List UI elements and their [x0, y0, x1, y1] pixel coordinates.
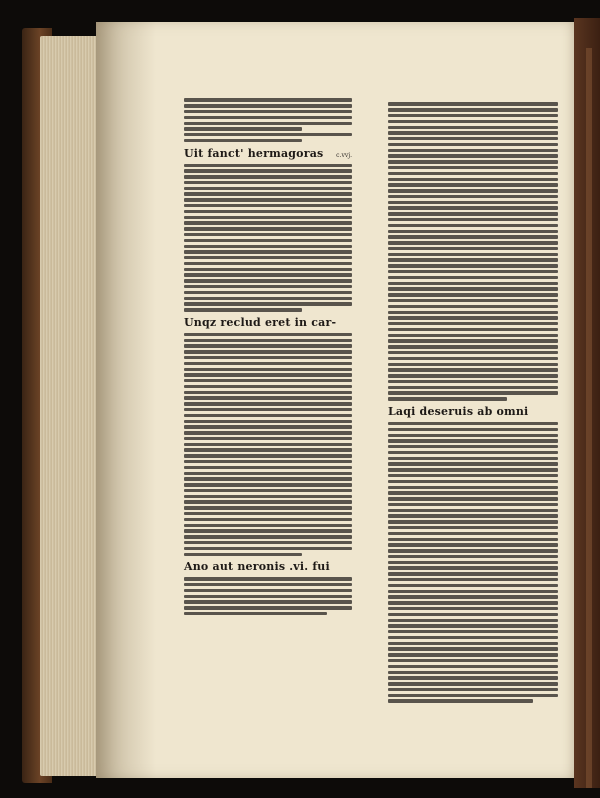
text-line	[388, 428, 558, 431]
heading-row	[184, 558, 352, 575]
text-line	[388, 178, 558, 181]
text-line	[388, 630, 558, 633]
text-line	[388, 642, 558, 645]
text-line	[388, 526, 558, 529]
text-line	[184, 302, 352, 305]
text-line	[184, 589, 352, 592]
text-line	[184, 489, 352, 492]
text-line	[388, 538, 558, 541]
text-line	[184, 291, 352, 294]
text-line	[184, 460, 352, 463]
text-line	[388, 486, 558, 489]
text-line	[184, 333, 352, 336]
text-line	[184, 437, 352, 440]
text-line	[388, 183, 558, 186]
text-line	[184, 221, 352, 224]
text-line	[184, 600, 352, 603]
text-line	[388, 160, 558, 163]
text-line	[184, 198, 352, 201]
text-line	[184, 466, 352, 469]
text-line	[184, 535, 352, 538]
text-line	[388, 386, 558, 389]
text-line	[184, 164, 352, 167]
text-line	[388, 468, 558, 471]
text-line	[388, 363, 558, 366]
text-line	[184, 297, 352, 300]
text-line	[388, 445, 558, 448]
text-line	[388, 276, 558, 279]
text-line	[184, 187, 352, 190]
text-line	[184, 350, 352, 353]
text-line	[184, 279, 352, 282]
text-line	[388, 699, 533, 702]
text-line	[388, 422, 558, 425]
gutter-shadow	[96, 22, 156, 778]
text-line	[388, 241, 558, 244]
text-line	[184, 250, 352, 253]
section-heading: Uit fanct' hermagoras	[184, 146, 324, 160]
text-line	[388, 149, 558, 152]
text-line	[388, 434, 558, 437]
text-line	[184, 443, 352, 446]
text-line	[388, 391, 558, 394]
text-line	[388, 572, 558, 575]
text-line	[388, 357, 558, 360]
text-line	[388, 131, 558, 134]
text-line	[184, 344, 352, 347]
heading-row	[184, 145, 352, 162]
text-line	[184, 210, 352, 213]
text-line	[388, 613, 558, 616]
text-line	[388, 339, 558, 342]
text-line	[184, 204, 352, 207]
text-line	[388, 247, 558, 250]
text-line	[388, 305, 558, 308]
text-line	[388, 218, 558, 221]
text-line	[388, 509, 558, 512]
text-line	[388, 671, 558, 674]
text-line	[184, 606, 352, 609]
text-line	[184, 402, 352, 405]
cover-band	[586, 48, 592, 788]
text-line	[184, 233, 352, 236]
text-line	[388, 624, 558, 627]
text-line	[184, 425, 352, 428]
text-line	[184, 239, 352, 242]
text-line	[184, 308, 302, 311]
text-line	[388, 102, 558, 105]
text-line	[184, 595, 352, 598]
text-line	[184, 396, 352, 399]
text-line	[184, 104, 352, 107]
heading-row	[388, 403, 558, 420]
text-line	[184, 518, 352, 521]
text-line	[388, 607, 558, 610]
text-line	[184, 133, 352, 136]
text-line	[388, 258, 558, 261]
text-line	[388, 561, 558, 564]
text-line	[388, 206, 558, 209]
book-page	[96, 22, 574, 778]
text-line	[184, 577, 352, 580]
text-line	[388, 397, 507, 400]
text-line	[184, 553, 302, 556]
text-line	[184, 245, 352, 248]
text-line	[388, 311, 558, 314]
section-heading: Laqi deseruis ab omni	[388, 405, 529, 419]
book-cover-right	[574, 18, 600, 788]
text-line	[184, 285, 352, 288]
text-line	[388, 566, 558, 569]
text-line	[388, 514, 558, 517]
text-line	[388, 201, 558, 204]
text-line	[388, 491, 558, 494]
text-line	[388, 120, 558, 123]
text-line	[184, 612, 327, 615]
text-line	[184, 373, 352, 376]
text-line	[388, 293, 558, 296]
text-line	[388, 264, 558, 267]
text-line	[184, 483, 352, 486]
text-line	[388, 374, 558, 377]
text-line	[388, 601, 558, 604]
text-line	[388, 108, 558, 111]
text-line	[184, 547, 352, 550]
text-line	[388, 322, 558, 325]
text-line	[184, 368, 352, 371]
text-line	[184, 273, 352, 276]
section-heading: Unqz reclud eret in car-	[184, 315, 337, 329]
text-line	[184, 529, 352, 532]
text-line	[388, 451, 558, 454]
text-line	[184, 227, 352, 230]
left-text-column	[184, 96, 352, 618]
text-line	[388, 676, 558, 679]
text-line	[388, 143, 558, 146]
text-line	[388, 172, 558, 175]
text-line	[388, 590, 558, 593]
text-line	[388, 282, 558, 285]
text-line	[388, 212, 558, 215]
text-line	[184, 127, 302, 130]
text-line	[184, 356, 352, 359]
text-line	[388, 457, 558, 460]
text-line	[184, 500, 352, 503]
text-line	[184, 262, 352, 265]
text-line	[388, 543, 558, 546]
text-line	[388, 682, 558, 685]
text-line	[388, 584, 558, 587]
text-line	[184, 110, 352, 113]
page-edges	[40, 36, 98, 776]
text-line	[184, 192, 352, 195]
text-line	[388, 653, 558, 656]
text-line	[388, 224, 558, 227]
text-line	[184, 98, 352, 101]
text-line	[184, 216, 352, 219]
text-line	[388, 230, 558, 233]
text-line	[184, 408, 352, 411]
text-line	[388, 549, 558, 552]
text-line	[388, 462, 558, 465]
text-line	[388, 619, 558, 622]
text-line	[388, 299, 558, 302]
text-line	[388, 480, 558, 483]
text-line	[184, 256, 352, 259]
section-heading: Ano aut neronis .vi. fui	[184, 560, 330, 574]
text-line	[184, 454, 352, 457]
text-line	[184, 139, 302, 142]
text-line	[184, 175, 352, 178]
text-line	[184, 524, 352, 527]
text-line	[184, 122, 352, 125]
text-line	[184, 477, 352, 480]
text-line	[184, 339, 352, 342]
text-line	[388, 659, 558, 662]
text-line	[388, 474, 558, 477]
text-line	[184, 448, 352, 451]
right-text-column	[388, 100, 558, 705]
text-line	[388, 235, 558, 238]
text-line	[388, 503, 558, 506]
text-line	[388, 497, 558, 500]
text-line	[388, 287, 558, 290]
text-line	[388, 368, 558, 371]
text-line	[184, 362, 352, 365]
text-line	[184, 431, 352, 434]
text-line	[184, 495, 352, 498]
text-line	[184, 391, 352, 394]
text-line	[388, 328, 558, 331]
text-line	[388, 189, 558, 192]
text-line	[184, 414, 352, 417]
text-line	[388, 665, 558, 668]
text-line	[388, 166, 558, 169]
text-line	[388, 351, 558, 354]
text-line	[184, 541, 352, 544]
text-line	[388, 253, 558, 256]
heading-row	[184, 314, 352, 331]
text-line	[388, 114, 558, 117]
text-line	[388, 154, 558, 157]
text-line	[184, 420, 352, 423]
text-line	[388, 316, 558, 319]
text-line	[388, 694, 558, 697]
text-line	[184, 385, 352, 388]
text-line	[388, 345, 558, 348]
text-line	[388, 380, 558, 383]
text-line	[184, 181, 352, 184]
text-line	[388, 137, 558, 140]
text-line	[388, 520, 558, 523]
text-line	[184, 379, 352, 382]
text-line	[388, 439, 558, 442]
text-line	[388, 595, 558, 598]
text-line	[388, 334, 558, 337]
text-line	[184, 506, 352, 509]
text-line	[184, 472, 352, 475]
text-line	[184, 512, 352, 515]
text-line	[184, 583, 352, 586]
text-line	[388, 636, 558, 639]
chapter-ref: c.vvj.	[336, 151, 352, 159]
text-line	[388, 270, 558, 273]
text-line	[388, 578, 558, 581]
text-line	[184, 116, 352, 119]
text-line	[184, 268, 352, 271]
text-line	[388, 555, 558, 558]
text-line	[388, 688, 558, 691]
text-line	[388, 126, 558, 129]
text-line	[184, 169, 352, 172]
text-line	[388, 532, 558, 535]
text-line	[388, 647, 558, 650]
text-line	[388, 195, 558, 198]
